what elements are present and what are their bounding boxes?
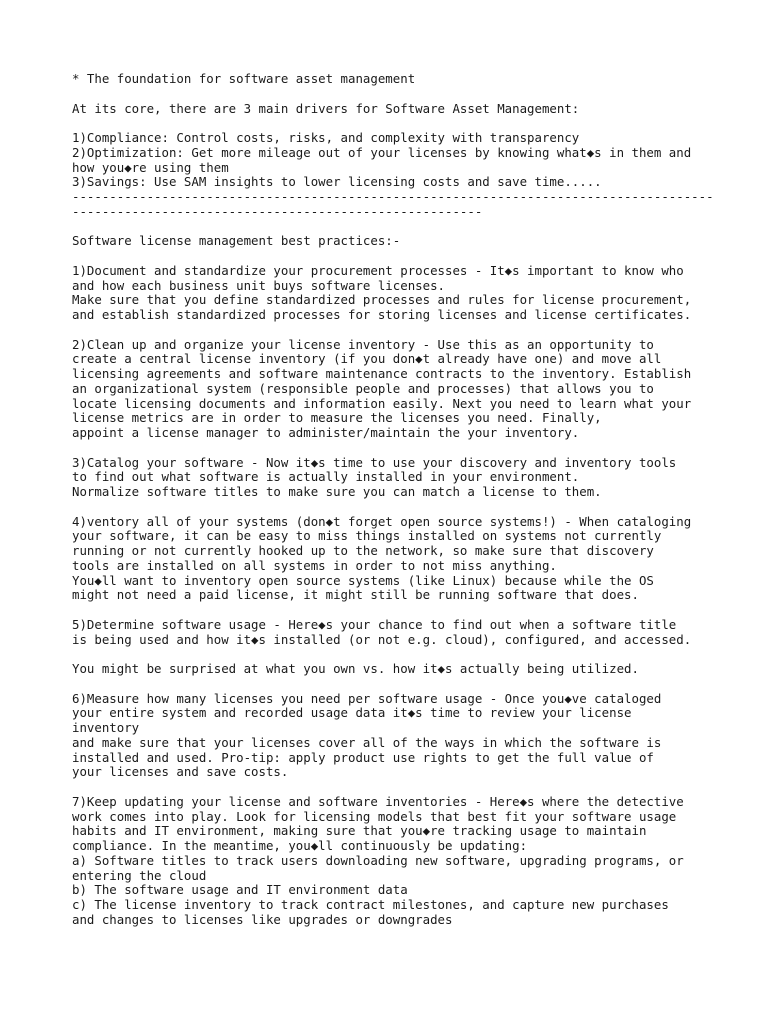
practice-4-systems: 4)ventory all of your systems (don◆t forget open source systems!) - When cataloging your software, it can be easy to miss things installed on systems not currently running or not currently hooked up to the network, so make sure that discovery tools are installed on all systems in order to not miss anything. You◆ll want to inventory open source systems (like Linux) because while the OS might not need a paid license, it might still be running software that does. xyxy=(72,513,692,603)
document-body xyxy=(72,72,714,928)
driver-compliance: 1)Compliance: Control costs, risks, and complexity with transparency xyxy=(72,130,580,145)
driver-savings: 3)Savings: Use SAM insights to lower licensing costs and save time..... xyxy=(72,174,602,190)
practice-5-usage: 5)Determine software usage - Here◆s your chance to find out when a software title is being used and how it◆s installed (or not e.g. cloud), configured, and accessed. xyxy=(72,616,692,647)
practice-5-note: You might be surprised at what you own vs. how it◆s actually being utilized. xyxy=(72,661,639,676)
practice-7-updating: 7)Keep updating your license and software inventories - Here◆s where the detective work comes into play. Look for licensing models that best fit your software usage habits and IT environment, making sure that you◆re tracking usage to maintain compliance. In the meantime, you◆ll continuously be updating: a) Software titles to track users downloading new software, upgrading programs, or entering the cloud b) The software usage and IT environment data c) The license inventory to track contract milestones, and capture new purchases and changes to licenses like upgrades or downgrades xyxy=(72,793,684,927)
practice-6-measure: 6)Measure how many licenses you need per software usage - Once you◆ve cataloged your entire system and recorded usage data it◆s time to review your license inventory and make sure that your licenses cover all of the ways in which the software is installed and used. Pro-tip: apply product use rights to get the full value of your licenses and save costs. xyxy=(72,690,662,780)
practice-1-procurement: 1)Document and standardize your procurement processes - It◆s important to know who and how each business unit buys software licenses. Make sure that you define standardized processes and rules for license procurement, and establish standardized processes for storing licenses and license certificates. xyxy=(72,262,692,322)
practice-3-catalog: 3)Catalog your software - Now it◆s time to use your discovery and inventory tools to find out what software is actually installed in your environment. Normalize software titles to make sure you can match a license to them. xyxy=(72,454,677,499)
section-heading: Software license management best practices:- xyxy=(72,233,401,249)
driver-optimization: 2)Optimization: Get more mileage out of your licenses by knowing what◆s in them and how you◆re using them xyxy=(72,144,692,175)
divider-line: -------------------------------------------------------------------------------------- ------------------------------------------------------- xyxy=(72,189,714,219)
intro-text: At its core, there are 3 main drivers for Software Asset Management: xyxy=(72,100,580,116)
practice-2-inventory: 2)Clean up and organize your license inventory - Use this as an opportunity to create a central license inventory (if you don◆t already have one) and move all licensing agreements and software maintenance contracts to the inventory. Establish an organizational system (responsible people and processes) that allows you to locate licensing documents and information easily. Next you need to learn what your license metrics are in order to measure the licenses you need. Finally, appoint a license manager to administer/maintain the your inventory. xyxy=(72,336,692,440)
document-title-line: * The foundation for software asset management xyxy=(72,71,416,86)
